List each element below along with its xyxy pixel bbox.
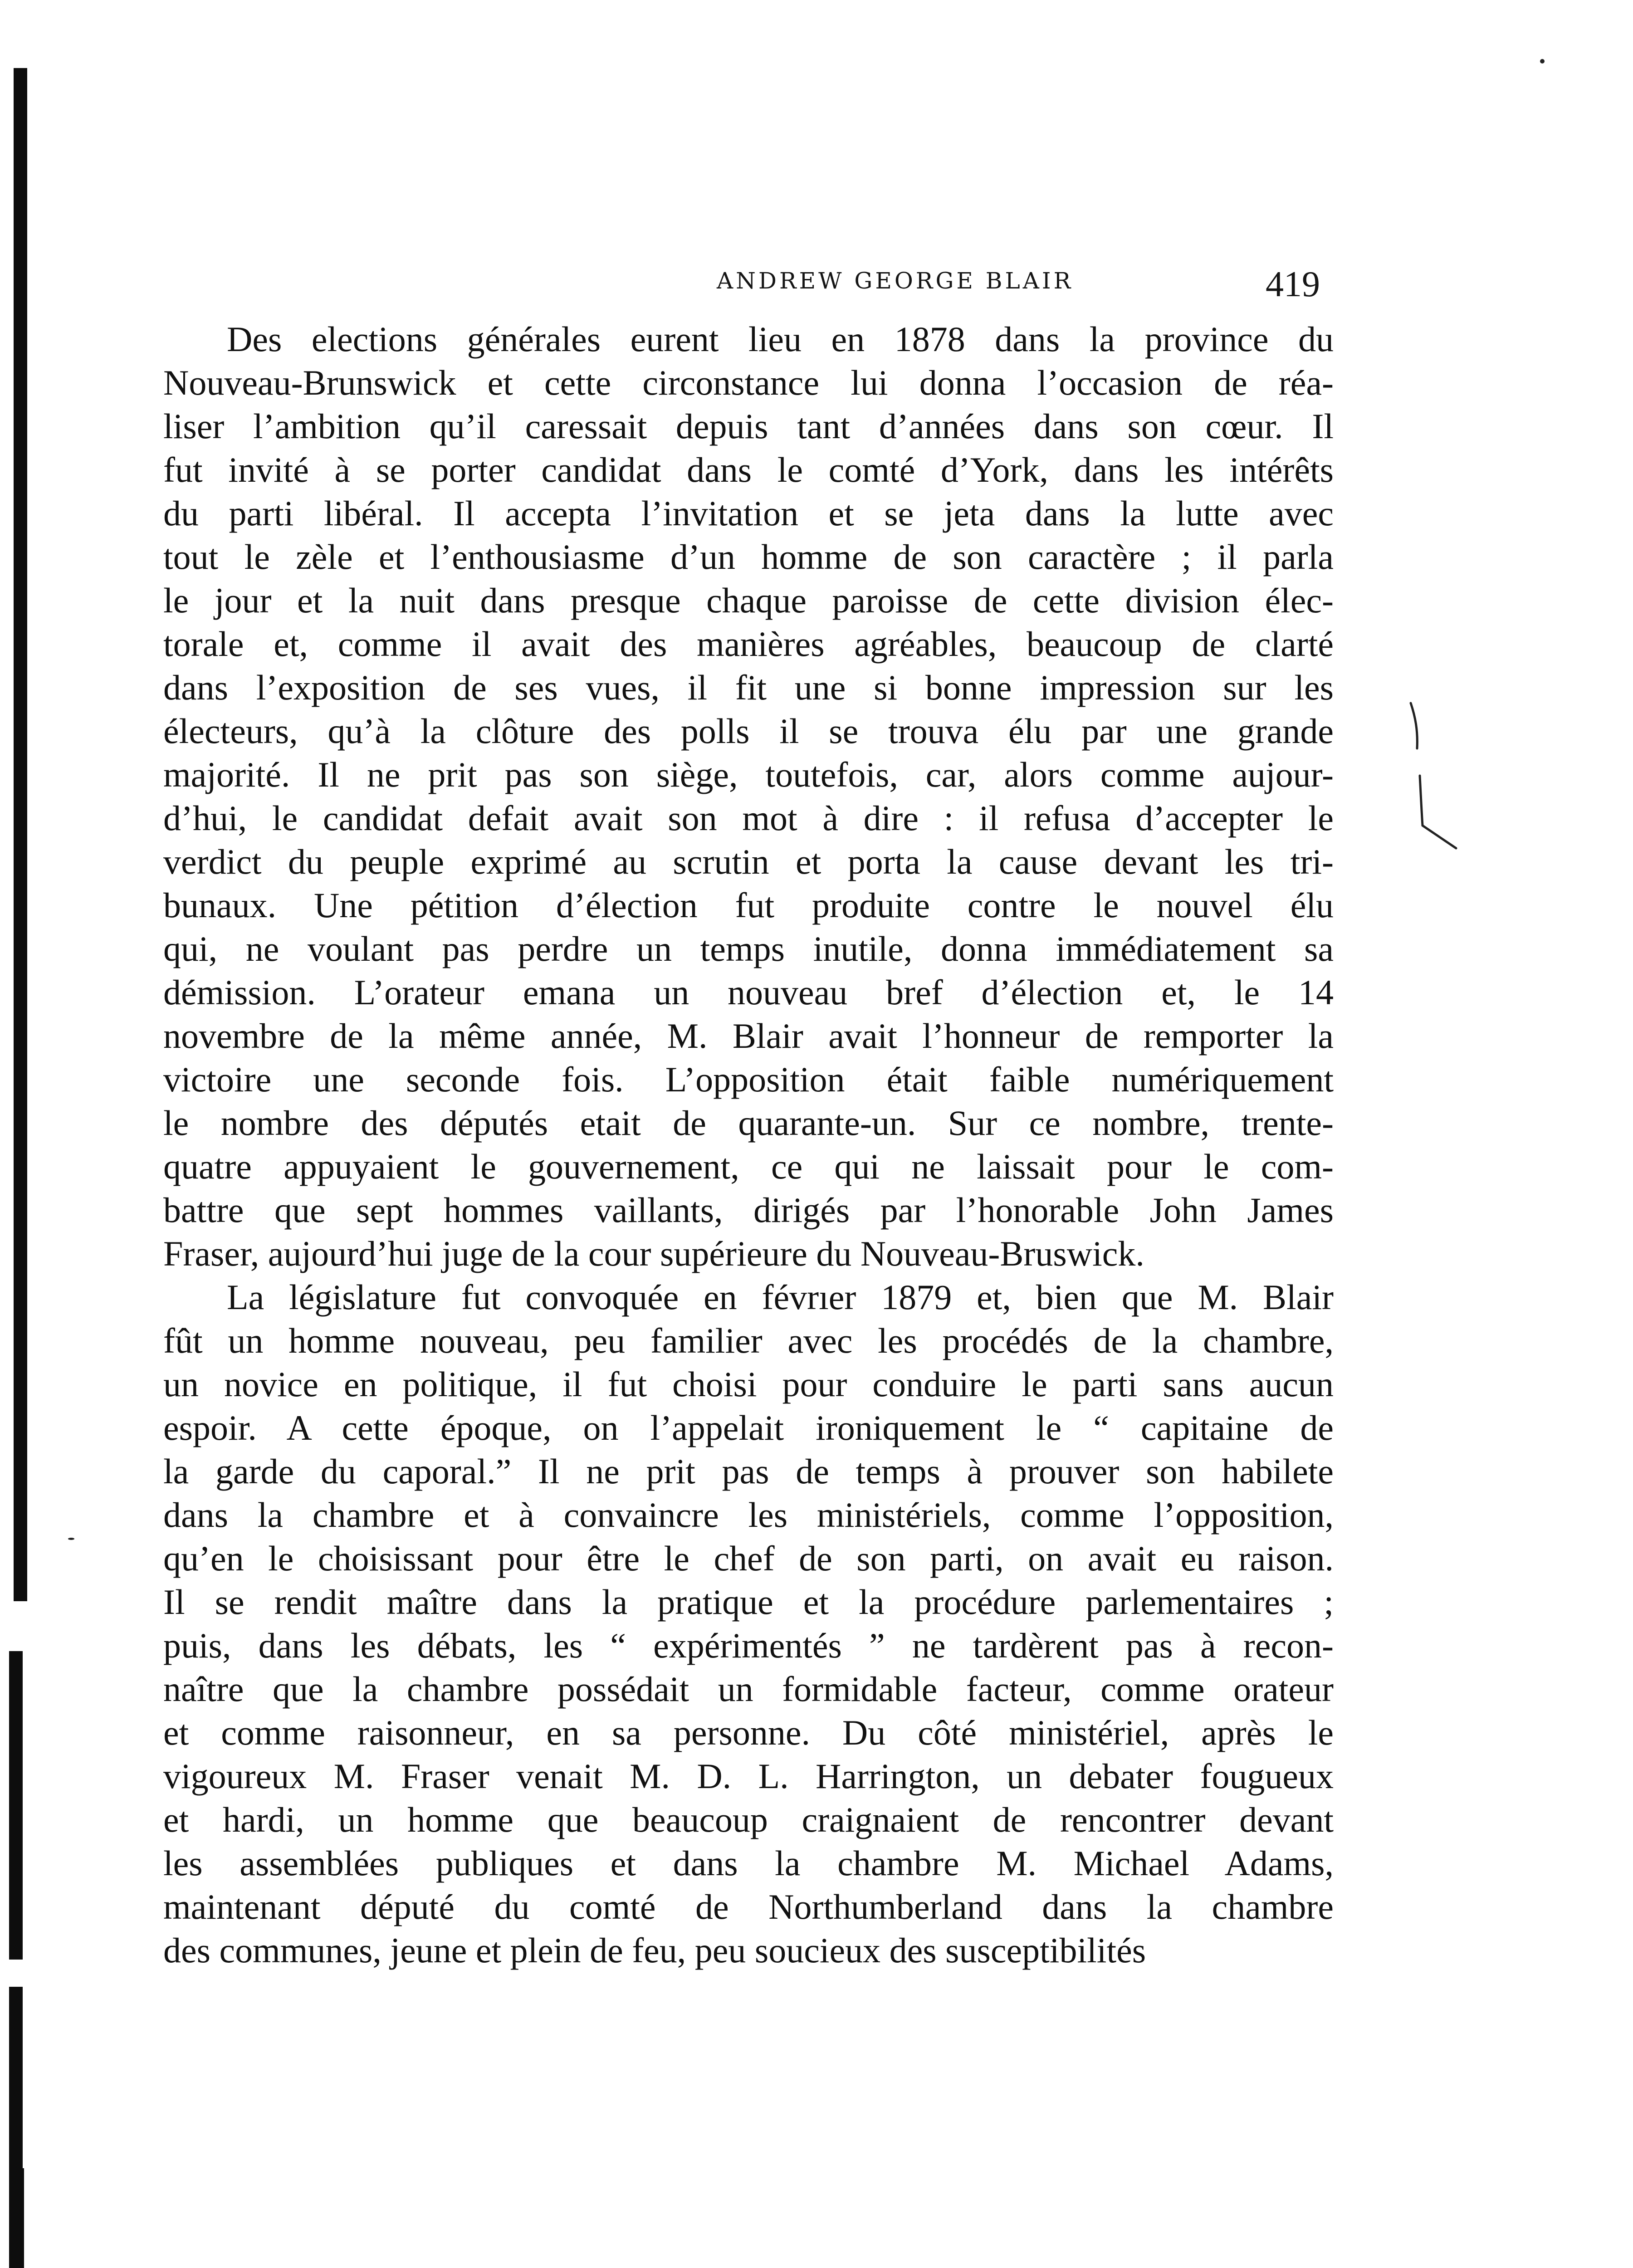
paragraph-1 [163,318,1334,1276]
running-title: ANDREW GEORGE BLAIR [717,268,1074,294]
text-line: bunaux. Une pétition d’élection fut produite contre le nouvel élu [163,885,1334,925]
text-line: du parti libéral. Il accepta l’invitation et se jeta dans la lutte avec [163,494,1334,533]
text-line: Fraser, aujourd’hui juge de la cour supérieure du Nouveau-Bruswick. [163,1234,1144,1273]
text-line: liser l’ambition qu’il caressait depuis tant d’années dans son cœur. Il [163,406,1334,446]
scan-edge-mark [9,1651,23,1960]
text-line: démission. L’orateur emana un nouveau bref d’élection et, le 14 [163,973,1334,1012]
text-line: les assemblées publiques et dans la chambre M. Michael Adams, [163,1843,1334,1883]
text-line: espoir. A cette époque, on l’appelait ironiquement le “ capitaine de [163,1408,1334,1447]
text-line: la garde du caporal.” Il ne prit pas de temps à prouver son habilete [163,1452,1334,1491]
text-line: maintenant député du comté de Northumberland dans la chambre [163,1887,1334,1926]
body-text [163,318,1334,1972]
text-line: quatre appuyaient le gouvernement, ce qui ne laissait pour le com- [163,1147,1334,1186]
text-line: et comme raisonneur, en sa personne. Du côté ministériel, après le [163,1713,1334,1752]
text-line: fût un homme nouveau, peu familier avec les procédés de la chambre, [163,1321,1334,1360]
text-line: verdict du peuple exprimé au scrutin et porta la cause devant les tri- [163,842,1334,881]
page-number: 419 [1266,264,1320,304]
running-header [0,259,1633,313]
text-line: Nouveau-Brunswick et cette circonstance lui donna l’occasion de réa- [163,363,1334,402]
text-line: d’hui, le candidat defait avait son mot à dire : il refusa d’accepter le [163,798,1334,838]
text-line: électeurs, qu’à la clôture des polls il se trouva élu par une grande [163,711,1334,751]
text-line: Il se rendit maître dans la pratique et la procédure parlementaires ; [163,1582,1334,1622]
scan-edge-mark [11,2168,24,2268]
text-line: des communes, jeune et plein de feu, peu soucieux des susceptibilités [163,1931,1146,1970]
text-line: le jour et la nuit dans presque chaque paroisse de cette division élec- [163,581,1334,620]
text-line: naître que la chambre possédait un formidable facteur, comme orateur [163,1669,1334,1709]
text-line: novembre de la même année, M. Blair avait l’honneur de remporter la [163,1016,1334,1056]
scan-speck [1540,59,1545,64]
text-line: puis, dans les débats, les “ expérimentés ” ne tardèrent pas à recon- [163,1626,1334,1665]
text-line: dans la chambre et à convaincre les ministériels, comme l’opposition, [163,1495,1334,1535]
text-line: victoire une seconde fois. L’opposition était faible numériquement [163,1060,1334,1099]
text-line: et hardi, un homme que beaucoup craignaient de rencontrer devant [163,1800,1334,1839]
text-line: qui, ne voulant pas perdre un temps inutile, donna immédiatement sa [163,929,1334,968]
text-line: fut invité à se porter candidat dans le comté d’York, dans les intérêts [163,450,1334,489]
text-line: battre que sept hommes vaillants, dirigés par l’honorable John James [163,1190,1334,1230]
text-line: dans l’exposition de ses vues, il fit une si bonne impression sur les [163,668,1334,707]
text-line: majorité. Il ne prit pas son siège, toutefois, car, alors comme aujour- [163,755,1334,794]
text-line: Des elections générales eurent lieu en 1878 dans la province du [227,319,1334,359]
text-line: tout le zèle et l’enthousiasme d’un homme de son caractère ; il parla [163,537,1334,577]
paragraph-2 [163,1276,1334,1972]
text-line: La législature fut convoquée en févrıer 1879 et, bien que M. Blair [227,1277,1334,1317]
scan-speck [68,1538,74,1540]
text-line: le nombre des députés etait de quarante-un. Sur ce nombre, trente- [163,1103,1334,1143]
text-line: torale et, comme il avait des manières agréables, beaucoup de clarté [163,624,1334,664]
text-line: vigoureux M. Fraser venait M. D. L. Harrington, un debater fougueux [163,1756,1334,1796]
pencil-margin-mark [1402,699,1474,853]
text-line: qu’en le choisissant pour être le chef de son parti, on avait eu raison. [163,1539,1334,1578]
text-line: un novice en politique, il fut choisi pour conduire le parti sans aucun [163,1364,1334,1404]
